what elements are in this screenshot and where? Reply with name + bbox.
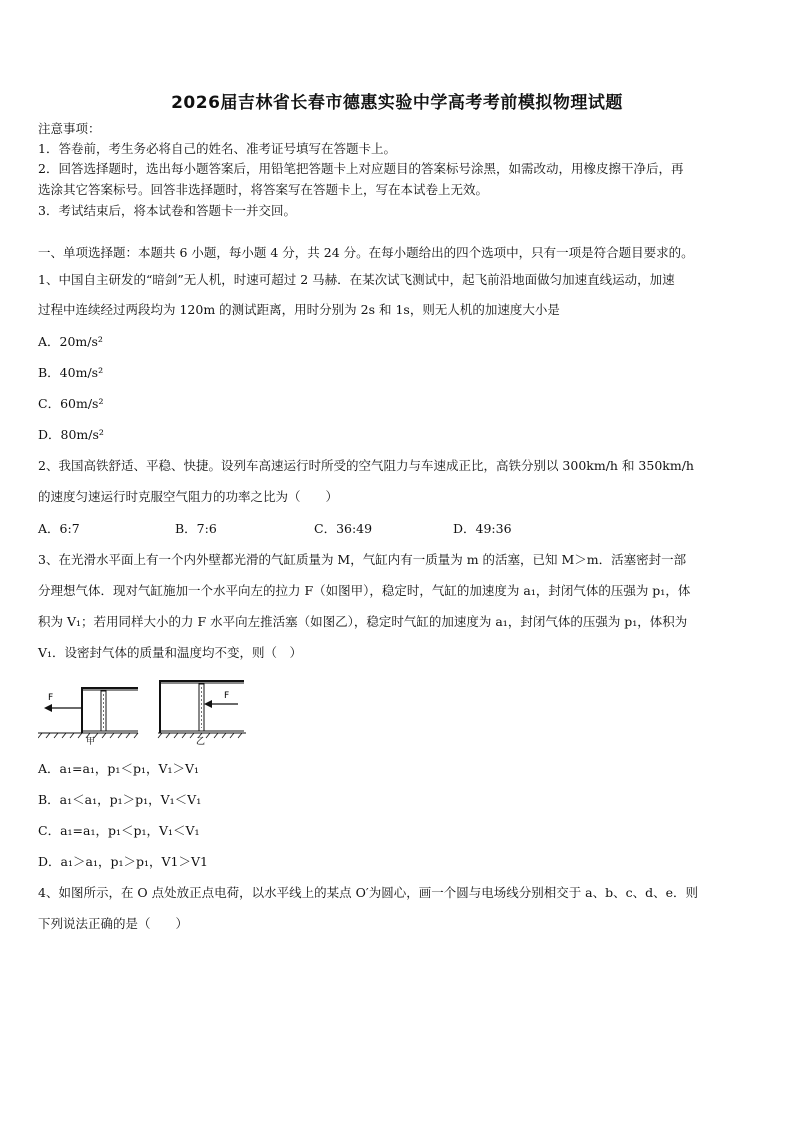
force-label-b: F — [224, 691, 230, 701]
question-3-option-a: A．a₁=a₁，p₁＜p₁，V₁＞V₁ — [38, 761, 200, 776]
figure-a — [38, 688, 138, 746]
question-2-option-c: C．36:49 — [314, 521, 373, 536]
page-title: 2026届吉林省长春市德惠实验中学高考考前模拟物理试题 — [171, 93, 623, 113]
force-label-a: F — [48, 693, 54, 703]
question-2-option-b: B．7:6 — [175, 521, 217, 536]
question-1-option-a: A．20m/s² — [38, 334, 103, 349]
question-3-text: 分理想气体．现对气缸施加一个水平向左的拉力 F（如图甲），稳定时，气缸的加速度为 a₁，封闭气体的压强为 p₁，体 — [38, 583, 691, 598]
figure-b — [158, 681, 246, 746]
figure-label-jia: 甲 — [86, 737, 96, 746]
figure-label-yi: 乙 — [196, 737, 206, 746]
question-2-text: 的速度匀速运行时克服空气阻力的功率之比为（ ） — [38, 489, 339, 504]
notice-item: 1．答卷前，考生务必将自己的姓名、准考证号填写在答题卡上。 — [38, 141, 396, 156]
question-3-option-d: D．a₁＞a₁，p₁＞p₁，V1＞V1 — [38, 854, 208, 869]
question-3-text: 积为 V₁；若用同样大小的力 F 水平向左推活塞（如图乙），稳定时气缸的加速度为 a₁，封闭气体的压强为 p₁，体积为 — [38, 614, 688, 629]
question-1-option-b: B．40m/s² — [38, 365, 104, 380]
section-heading: 一、单项选择题：本题共 6 小题，每小题 4 分，共 24 分。在每小题给出的四个选项中，只有一项是符合题目要求的。 — [38, 245, 694, 260]
question-2-text: 2、我国高铁舒适、平稳、快捷。设列车高速运行时所受的空气阻力与车速成正比，高铁分别以 300km/h 和 350km/h — [38, 458, 694, 473]
notice-heading: 注意事项： — [38, 121, 101, 136]
question-1-text: 1、中国自主研发的“暗剑”无人机，时速可超过 2 马赫．在某次试飞测试中，起飞前沿地面做匀加速直线运动，加速 — [38, 272, 675, 287]
question-1-option-c: C．60m/s² — [38, 396, 104, 411]
question-2-option-d: D．49:36 — [453, 521, 512, 536]
question-3-option-b: B．a₁＜a₁，p₁＞p₁，V₁＜V₁ — [38, 792, 202, 807]
cylinder-figure — [38, 678, 248, 746]
notice-item: 2．回答选择题时，选出每小题答案后，用铅笔把答题卡上对应题目的答案标号涂黑，如需改动，用橡皮擦干净后，再 — [38, 161, 684, 176]
question-3-text: V₁．设密封气体的质量和温度均不变，则（ ） — [38, 645, 303, 660]
notice-item: 选涂其它答案标号。回答非选择题时，将答案写在答题卡上，写在本试卷上无效。 — [38, 182, 489, 197]
question-4-text: 下列说法正确的是（ ） — [38, 916, 189, 931]
question-2-option-a: A．6:7 — [38, 521, 80, 536]
question-3-option-c: C．a₁=a₁，p₁＜p₁，V₁＜V₁ — [38, 823, 200, 838]
question-4-text: 4、如图所示，在 O 点处放正点电荷，以水平线上的某点 O′为圆心，画一个圆与电场线分别相交于 a、b、c、d、e．则 — [38, 885, 699, 900]
notice-item: 3．考试结束后，将本试卷和答题卡一并交回。 — [38, 203, 296, 218]
question-1-text: 过程中连续经过两段均为 120m 的测试距离，用时分别为 2s 和 1s，则无人机的加速度大小是 — [38, 302, 560, 317]
question-3-text: 3、在光滑水平面上有一个内外壁都光滑的气缸质量为 M，气缸内有一质量为 m 的活塞，已知 M＞m．活塞密封一部 — [38, 552, 687, 567]
question-1-option-d: D．80m/s² — [38, 427, 104, 442]
